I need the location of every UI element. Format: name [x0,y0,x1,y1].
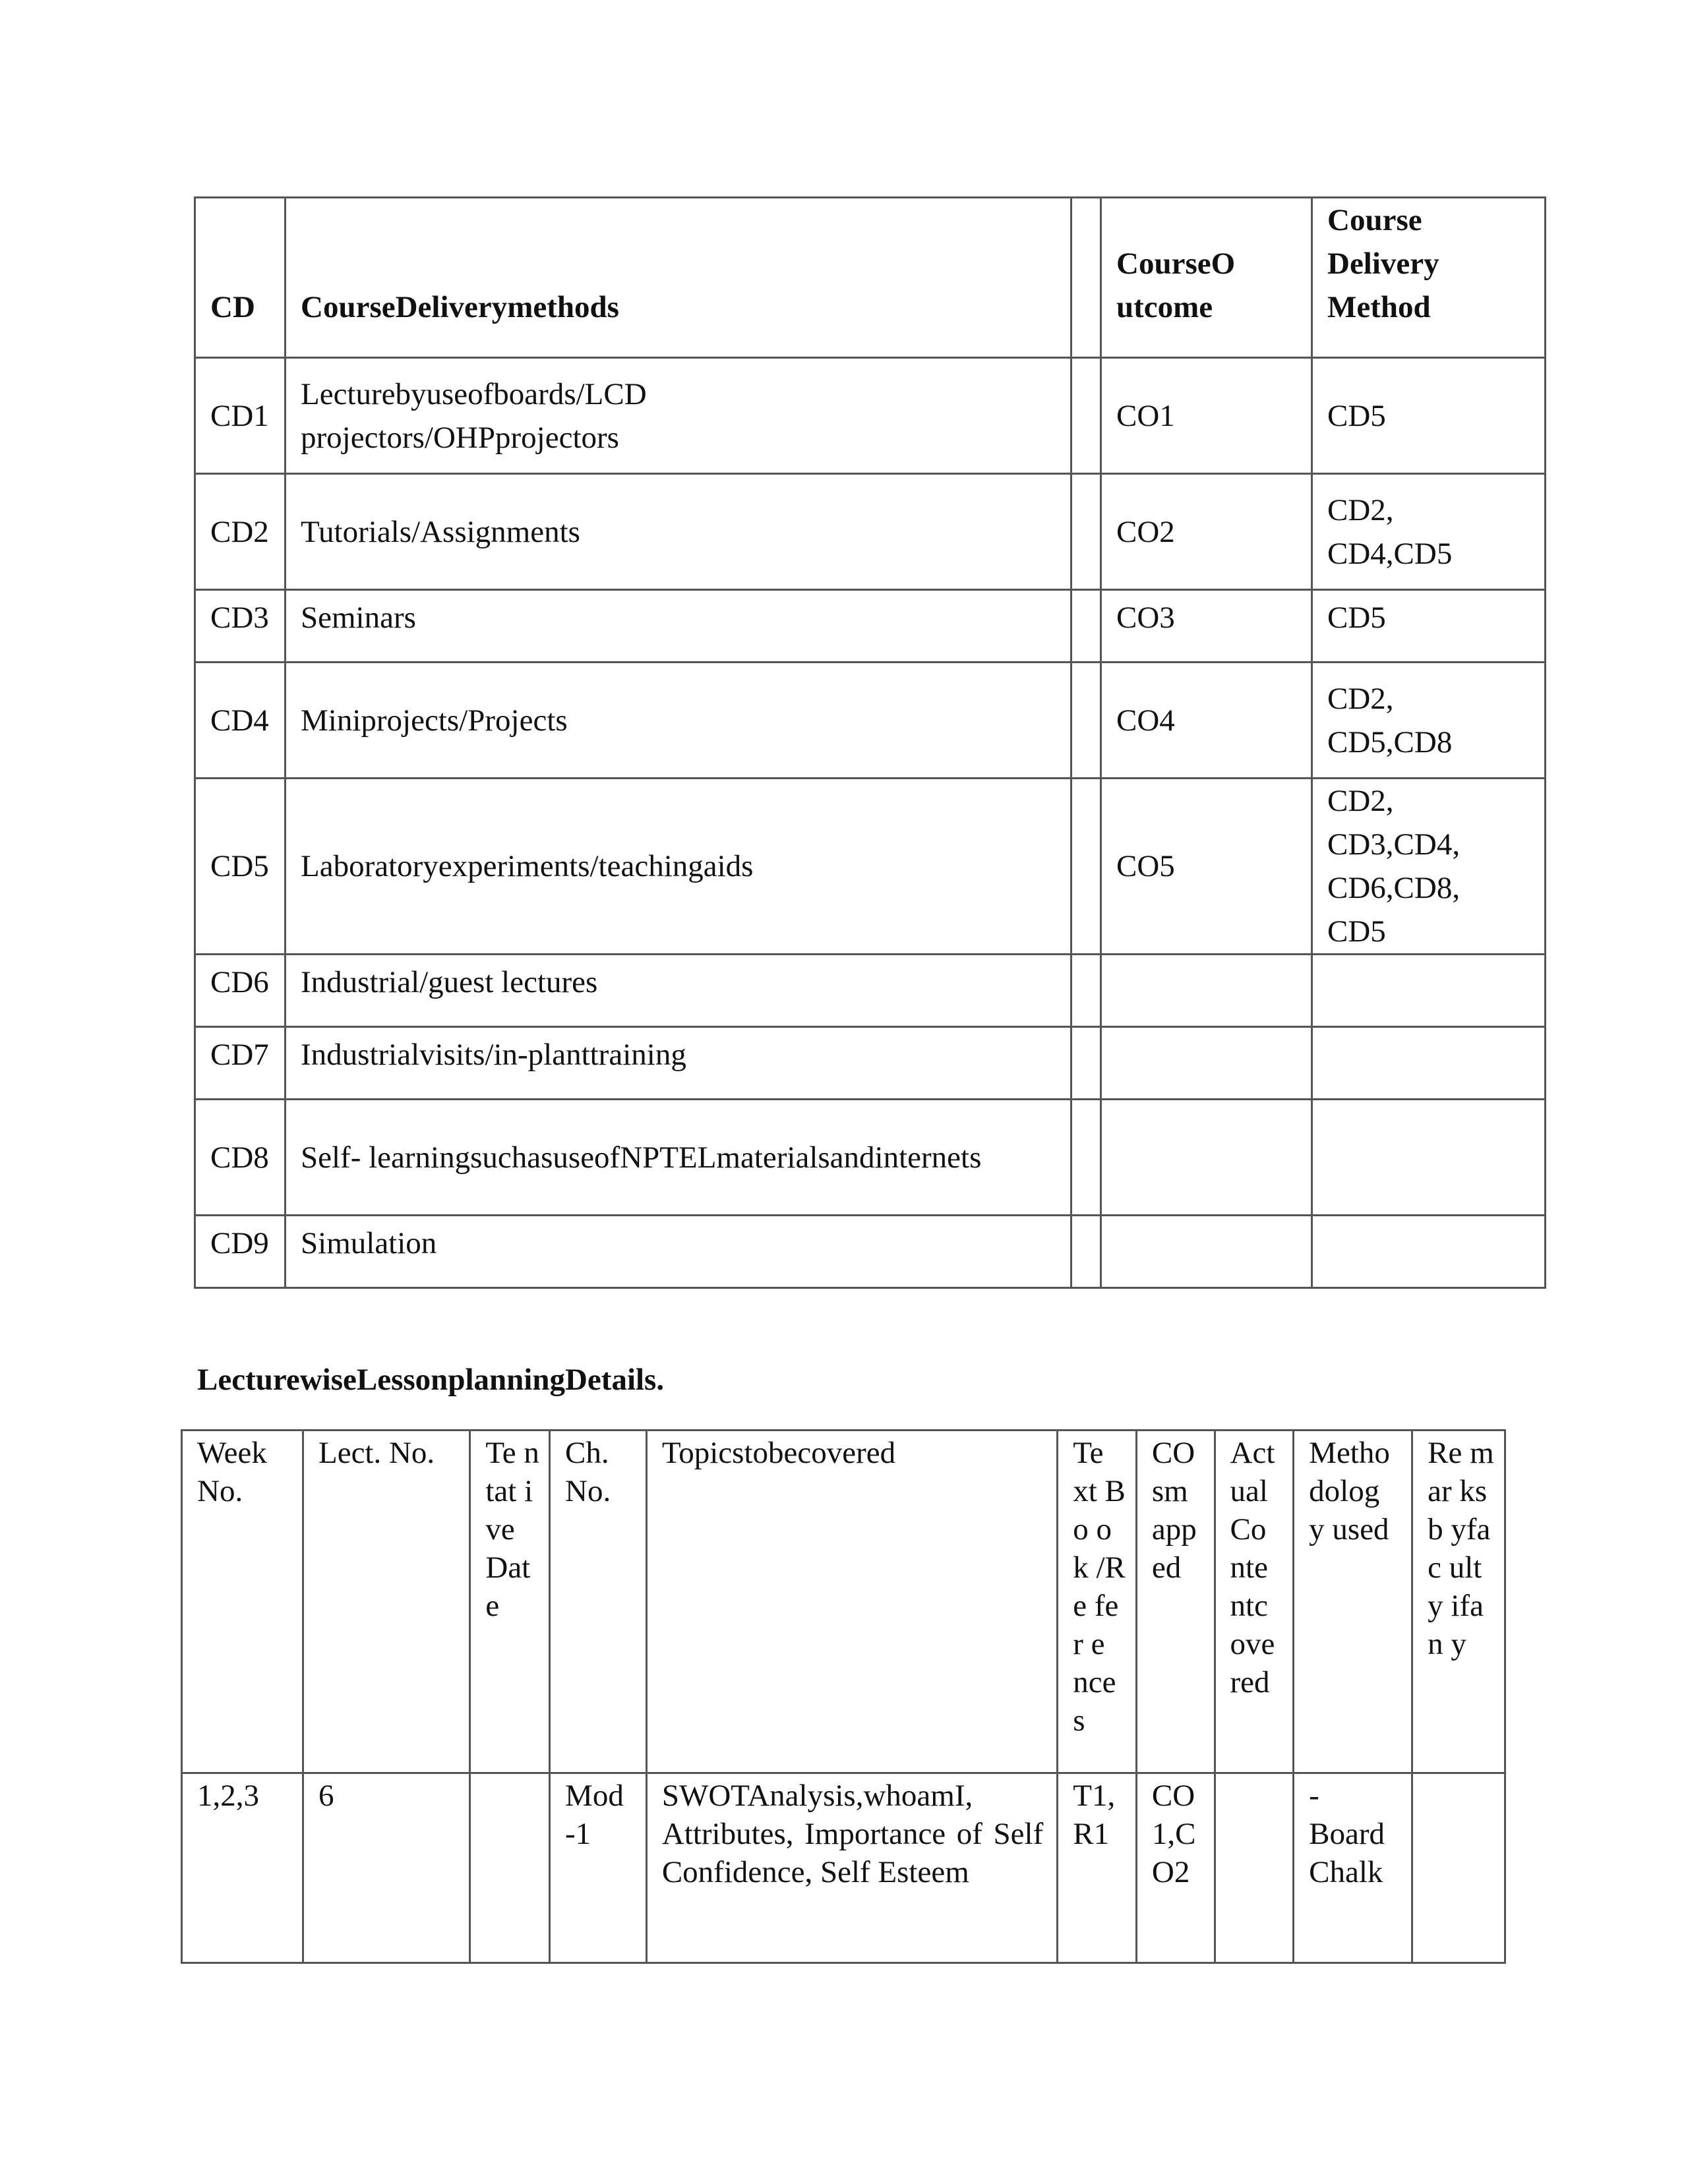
table-row [195,358,1546,474]
course-outcome: CO1 [1101,358,1312,474]
cd-code: CD7 [195,1027,286,1100]
delivery-method: Industrialvisits/in-planttraining [286,1027,1071,1100]
week-no: 1,2,3 [182,1773,303,1963]
course-delivery-table [194,196,1546,1289]
delivery-method: Self- learningsuchasuseofNPTELmaterialsandinternets [286,1100,1071,1216]
table-row [182,1773,1505,1963]
table-row [195,1100,1546,1216]
course-outcome: CO4 [1101,663,1312,779]
header-lect-no: Lect. No. [303,1431,470,1773]
spacer-cell [1071,590,1101,663]
header-course-delivery-method-text: Course Delivery Method [1327,203,1439,324]
header-course-delivery-method [1312,198,1546,358]
course-delivery-method [1312,955,1546,1027]
header-week-no: Week No. [182,1431,303,1773]
cd-code: CD3 [195,590,286,663]
course-outcome [1101,955,1312,1027]
header-course-outcome-text: CourseO utcome [1116,247,1236,324]
table-row [195,663,1546,779]
course-outcome: CO5 [1101,779,1312,955]
topics-covered: SWOTAnalysis,whoamI, Attributes, Importance of Self Confidence, Self Esteem [646,1773,1057,1963]
header-course-outcome [1101,198,1312,358]
header-tentative-date: Te ntat ive Dat e [470,1431,550,1773]
cd-code: CD4 [195,663,286,779]
header-cd: CD [195,198,286,358]
spacer-cell [1071,474,1101,590]
table-row [195,474,1546,590]
course-delivery-method [1312,1027,1546,1100]
course-outcome: CO3 [1101,590,1312,663]
cos-mapped: CO 1,C O2 [1136,1773,1215,1963]
actual-content-covered [1215,1773,1294,1963]
header-remarks: Re mar ksb yfac ulty ifan y [1412,1431,1505,1773]
course-outcome [1101,1100,1312,1216]
header-cos-mapped: CO sm app ed [1136,1431,1215,1773]
tentative-date [470,1773,550,1963]
header-spacer [1071,198,1101,358]
delivery-method: Tutorials/Assignments [286,474,1071,590]
header-topics: Topicstobecovered [646,1431,1057,1773]
delivery-method: Seminars [286,590,1071,663]
header-methodology-used: Metho dolog y used [1294,1431,1412,1773]
course-delivery-method [1312,1100,1546,1216]
course-outcome [1101,1027,1312,1100]
table-row [195,1027,1546,1100]
cd-code: CD2 [195,474,286,590]
cd-code: CD6 [195,955,286,1027]
lect-no: 6 [303,1773,470,1963]
delivery-method: Industrial/guest lectures [286,955,1071,1027]
delivery-method: Miniprojects/Projects [286,663,1071,779]
header-ch-no: Ch. No. [550,1431,647,1773]
header-actual-content-covered: Act ual Co nte ntc ove red [1215,1431,1294,1773]
spacer-cell [1071,955,1101,1027]
course-delivery-method [1312,1216,1546,1288]
table-row [195,590,1546,663]
course-delivery-method: CD5 [1312,590,1546,663]
cd-code: CD5 [195,779,286,955]
methodology-used: - Board Chalk [1294,1773,1412,1963]
table-row [195,1216,1546,1288]
cd-code: CD9 [195,1216,286,1288]
spacer-cell [1071,1216,1101,1288]
spacer-cell [1071,779,1101,955]
remarks [1412,1773,1505,1963]
spacer-cell [1071,1027,1101,1100]
spacer-cell [1071,1100,1101,1216]
header-text-book-references: Te xt Bo ok /Re fer e nce s [1058,1431,1137,1773]
spacer-cell [1071,358,1101,474]
text-book-references: T1, R1 [1058,1773,1137,1963]
cd-code: CD8 [195,1100,286,1216]
spacer-cell [1071,663,1101,779]
table-header-row [195,198,1546,358]
lesson-planning-heading: LecturewiseLessonplanningDetails. [197,1363,665,1397]
lesson-planning-table [181,1429,1506,1964]
ch-no: Mod -1 [550,1773,647,1963]
course-delivery-method: CD5 [1312,358,1546,474]
course-outcome [1101,1216,1312,1288]
lesson-header-row [182,1431,1505,1773]
course-delivery-method: CD2, CD3,CD4, CD6,CD8, CD5 [1312,779,1546,955]
delivery-method: Lecturebyuseofboards/LCD projectors/OHPprojectors [286,358,1071,474]
header-course-delivery-methods: CourseDeliverymethods [286,198,1071,358]
cd-code: CD1 [195,358,286,474]
delivery-method: Simulation [286,1216,1071,1288]
course-delivery-method: CD2, CD4,CD5 [1312,474,1546,590]
table-row [195,779,1546,955]
table-row [195,955,1546,1027]
course-delivery-method: CD2, CD5,CD8 [1312,663,1546,779]
delivery-method: Laboratoryexperiments/teachingaids [286,779,1071,955]
course-outcome: CO2 [1101,474,1312,590]
